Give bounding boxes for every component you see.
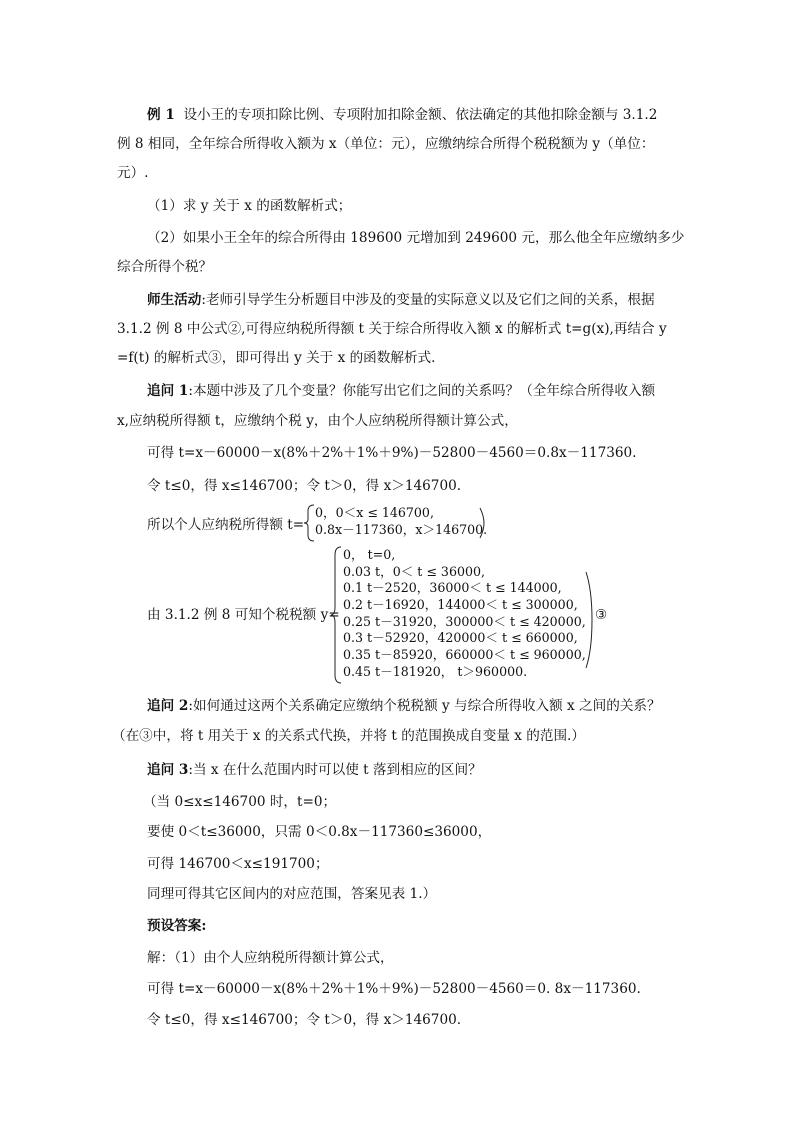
follow-1-line-2: x,应纳税所得额 t，应缴纳个税 y，由个人应纳税所得额计算公式，	[117, 413, 518, 429]
y-function-prefix: 由 3.1.2 例 8 可知个税税额 y=	[147, 607, 340, 623]
t-function-pieces	[315, 505, 487, 538]
example-line-3: 元）.	[117, 165, 149, 181]
follow-1-label: 追问 1	[147, 383, 189, 399]
follow-3-line-2: （当 0≤x≤146700 时，t=0；	[143, 794, 337, 810]
follow-1-line-3: 可得 t=x－60000－x(8%＋2%＋1%＋9%)－52800－4560＝0.8x－117360.	[147, 445, 637, 461]
activity-line-2: 3.1.2 例 8 中公式②,可得应纳税所得额 t 关于综合所得收入额 x 的解析式 t=g(x),再结合 y	[117, 321, 667, 337]
follow-2-line-2: （在③中，将 t 用关于 x 的关系式代换，并将 t 的范围换成自变量 x 的范围.）	[112, 728, 585, 744]
y-function-right-bracket	[584, 570, 594, 670]
follow-2-label: 追问 2	[147, 698, 189, 714]
follow-1-line-4: 令 t≤0，得 x≤146700；令 t＞0，得 x＞146700.	[147, 478, 462, 494]
follow-1-text-1: :本题中涉及了几个变量？你能写出它们之间的关系吗？（全年综合所得收入额	[188, 383, 656, 399]
formula-tag-3: ③	[595, 607, 608, 623]
follow-2-line-1	[147, 696, 661, 716]
preset-line-3: 令 t≤0，得 x≤146700；令 t＞0，得 x＞146700.	[147, 1012, 462, 1028]
follow-3-text-1: :当 x 在什么范围内时可以使 t 落到相应的区间？	[188, 762, 482, 778]
follow-1-line-1	[147, 381, 655, 401]
activity-line-1	[147, 290, 655, 310]
question-2-line-2: 综合所得个税？	[117, 259, 213, 275]
preset-line-1: 解：（1）由个人应纳税所得额计算公式，	[147, 950, 394, 966]
activity-label: 师生活动	[147, 292, 202, 308]
t-function-left-brace	[302, 503, 316, 543]
y-piece-7: 0.35 t－85920，660000＜ t ≤ 960000,	[343, 647, 586, 663]
question-2-line-1: （2）如果小王全年的综合所得由 189600 元增加到 249600 元，那么他全年应缴纳多少	[147, 230, 685, 246]
preset-answer-label: 预设答案:	[147, 918, 207, 934]
preset-line-2: 可得 t=x－60000－x(8%＋2%＋1%＋9%)－52800－4560＝0. 8x－117360.	[147, 981, 641, 997]
activity-text-1: :老师引导学生分析题目中涉及的变量的实际意义以及它们之间的关系，根据	[201, 292, 655, 308]
y-function-pieces	[343, 547, 586, 681]
t-piece-2: 0.8x－117360，x＞146700.	[315, 521, 488, 537]
t-function-right-bracket	[478, 506, 486, 540]
y-piece-3: 0.1 t－2520，36000＜ t ≤ 144000,	[343, 580, 562, 596]
y-piece-2: 0.03 t，0＜ t ≤ 36000,	[343, 563, 485, 579]
y-piece-8: 0.45 t－181920， t＞960000.	[343, 663, 528, 679]
activity-line-3: =f(t) 的解析式③，即可得出 y 关于 x 的函数解析式.	[117, 350, 436, 366]
follow-3-line-5: 同理可得其它区间内的对应范围，答案见表 1.）	[147, 886, 437, 902]
y-function-left-brace	[329, 545, 343, 685]
example-text-1: 设小王的专项扣除比例、专项附加扣除金额、依法确定的其他扣除金额与 3.1.2	[183, 107, 658, 123]
follow-3-line-3: 要使 0＜t≤36000，只需 0＜0.8x－117360≤36000，	[147, 824, 492, 840]
follow-3-label: 追问 3	[147, 762, 189, 778]
y-piece-1: 0， t=0,	[343, 547, 396, 562]
example-line-1	[147, 105, 657, 125]
t-function-prefix: 所以个人应纳税所得额 t=	[147, 517, 305, 533]
y-piece-5: 0.25 t－31920，300000＜ t ≤ 420000,	[343, 613, 586, 629]
y-piece-6: 0.3 t－52920，420000＜ t ≤ 660000,	[343, 630, 578, 646]
example-line-2: 例 8 相同，全年综合所得收入额为 x（单位：元），应缴纳综合所得个税税额为 y（单位：	[117, 136, 655, 152]
follow-3-line-4: 可得 146700＜x≤191700；	[147, 856, 329, 872]
question-1: （1）求 y 关于 x 的函数解析式；	[147, 198, 352, 214]
follow-2-text-1: :如何通过这两个关系确定应缴纳个税税额 y 与综合所得收入额 x 之间的关系？	[188, 698, 661, 714]
follow-3-line-1	[147, 760, 482, 780]
y-piece-4: 0.2 t－16920，144000＜ t ≤ 300000,	[343, 597, 578, 613]
example-label: 例 1	[147, 107, 175, 123]
t-piece-1: 0，0＜x ≤ 146700,	[315, 505, 434, 520]
